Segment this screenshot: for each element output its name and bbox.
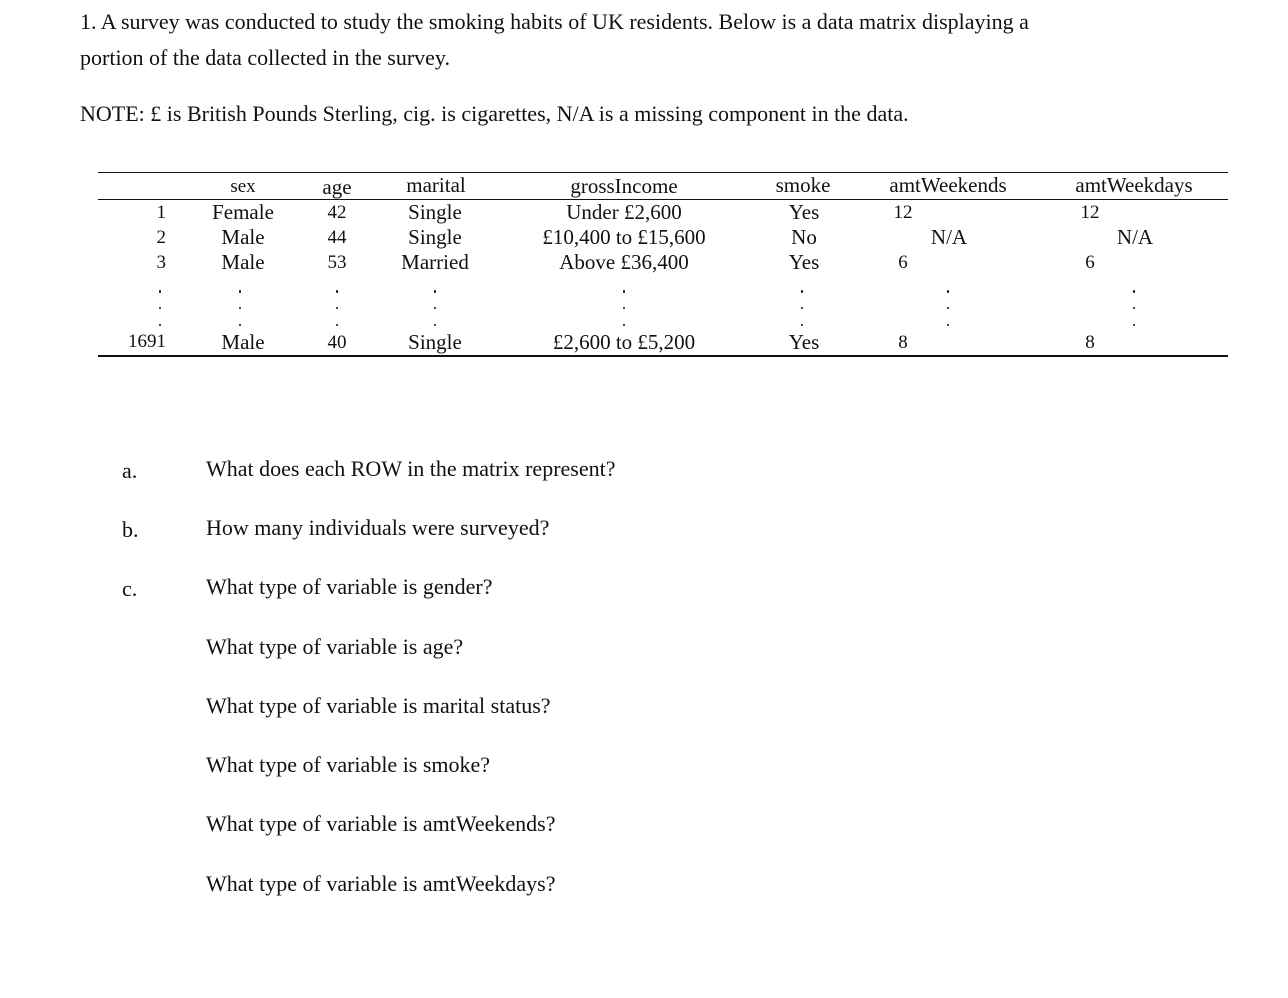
header-marital: marital xyxy=(406,173,466,197)
row-1691-sex: Male xyxy=(221,330,265,354)
problem-intro xyxy=(80,4,1260,76)
row-3-amt-weekends: 6 xyxy=(898,252,908,273)
row-1691-id: 1691 xyxy=(128,331,166,352)
row-1-id: 1 xyxy=(156,202,166,223)
question-c-text: What type of variable is gender? xyxy=(206,574,493,599)
row-2-smoke: No xyxy=(791,225,817,249)
table-top-rule xyxy=(98,172,1228,173)
ellipsis-amt-weekends xyxy=(945,290,951,326)
row-1691-smoke: Yes xyxy=(788,330,820,354)
row-2-sex: Male xyxy=(221,225,265,249)
question-marital-text: What type of variable is marital status? xyxy=(206,693,551,718)
intro-line-2: portion of the data collected in the survey. xyxy=(80,45,451,70)
row-2-age: 44 xyxy=(327,227,347,248)
ellipsis-sex xyxy=(237,290,243,326)
row-2-amt-weekends: N/A xyxy=(930,225,968,249)
ellipsis-amt-weekdays xyxy=(1131,290,1137,326)
ellipsis-age xyxy=(334,290,340,326)
row-1-amt-weekdays: 12 xyxy=(1080,202,1100,223)
row-1691-age: 40 xyxy=(327,332,347,353)
row-1691-amt-weekends: 8 xyxy=(898,332,908,353)
row-1691-amt-weekdays: 8 xyxy=(1085,332,1095,353)
table-bottom-rule xyxy=(98,355,1228,357)
row-1-smoke: Yes xyxy=(788,200,820,224)
row-2-gross-income: £10,400 to £15,600 xyxy=(542,225,706,249)
question-b-text: How many individuals were surveyed? xyxy=(206,515,550,540)
header-sex: sex xyxy=(230,176,256,197)
question-smoke-text: What type of variable is smoke? xyxy=(206,752,491,777)
header-amt-weekdays: amtWeekdays xyxy=(1075,173,1193,197)
row-1-gross-income: Under £2,600 xyxy=(566,200,682,224)
header-gross-income: grossIncome xyxy=(570,174,678,198)
question-amt-weekdays-text: What type of variable is amtWeekdays? xyxy=(206,871,556,896)
ellipsis-smoke xyxy=(799,290,805,326)
question-c-label: c. xyxy=(122,576,138,601)
row-3-id: 3 xyxy=(156,252,166,273)
row-3-smoke: Yes xyxy=(788,250,820,274)
ellipsis-gross-income xyxy=(621,290,627,326)
row-1691-gross-income: £2,600 to £5,200 xyxy=(552,330,696,354)
row-3-age: 53 xyxy=(327,252,347,273)
intro-line-1: 1. A survey was conducted to study the smoking habits of UK residents. Below is a data matrix displaying a xyxy=(80,9,1029,34)
note-text: NOTE: £ is British Pounds Sterling, cig. is cigarettes, N/A is a missing component in the data. xyxy=(80,101,909,126)
ellipsis-id xyxy=(157,290,163,326)
row-1-age: 42 xyxy=(327,202,347,223)
ellipsis-marital xyxy=(432,290,438,326)
row-2-amt-weekdays: N/A xyxy=(1116,225,1154,249)
row-3-gross-income: Above £36,400 xyxy=(559,250,689,274)
question-age-text: What type of variable is age? xyxy=(206,634,464,659)
header-amt-weekends: amtWeekends xyxy=(889,173,1007,197)
row-1691-marital: Single xyxy=(408,330,462,354)
row-2-id: 2 xyxy=(156,227,166,248)
row-3-amt-weekdays: 6 xyxy=(1085,252,1095,273)
row-2-marital: Single xyxy=(408,225,462,249)
row-1-sex: Female xyxy=(212,200,274,224)
question-a-text: What does each ROW in the matrix represent? xyxy=(206,456,616,481)
question-amt-weekends-text: What type of variable is amtWeekends? xyxy=(206,811,556,836)
row-3-marital: Married xyxy=(401,250,469,274)
row-3-sex: Male xyxy=(221,250,265,274)
question-a-label: a. xyxy=(122,458,138,483)
row-1-marital: Single xyxy=(408,200,462,224)
header-smoke: smoke xyxy=(775,173,831,197)
header-age: age xyxy=(322,175,352,199)
data-matrix xyxy=(98,172,1228,356)
row-1-amt-weekends: 12 xyxy=(893,202,913,223)
question-b-label: b. xyxy=(122,517,139,542)
